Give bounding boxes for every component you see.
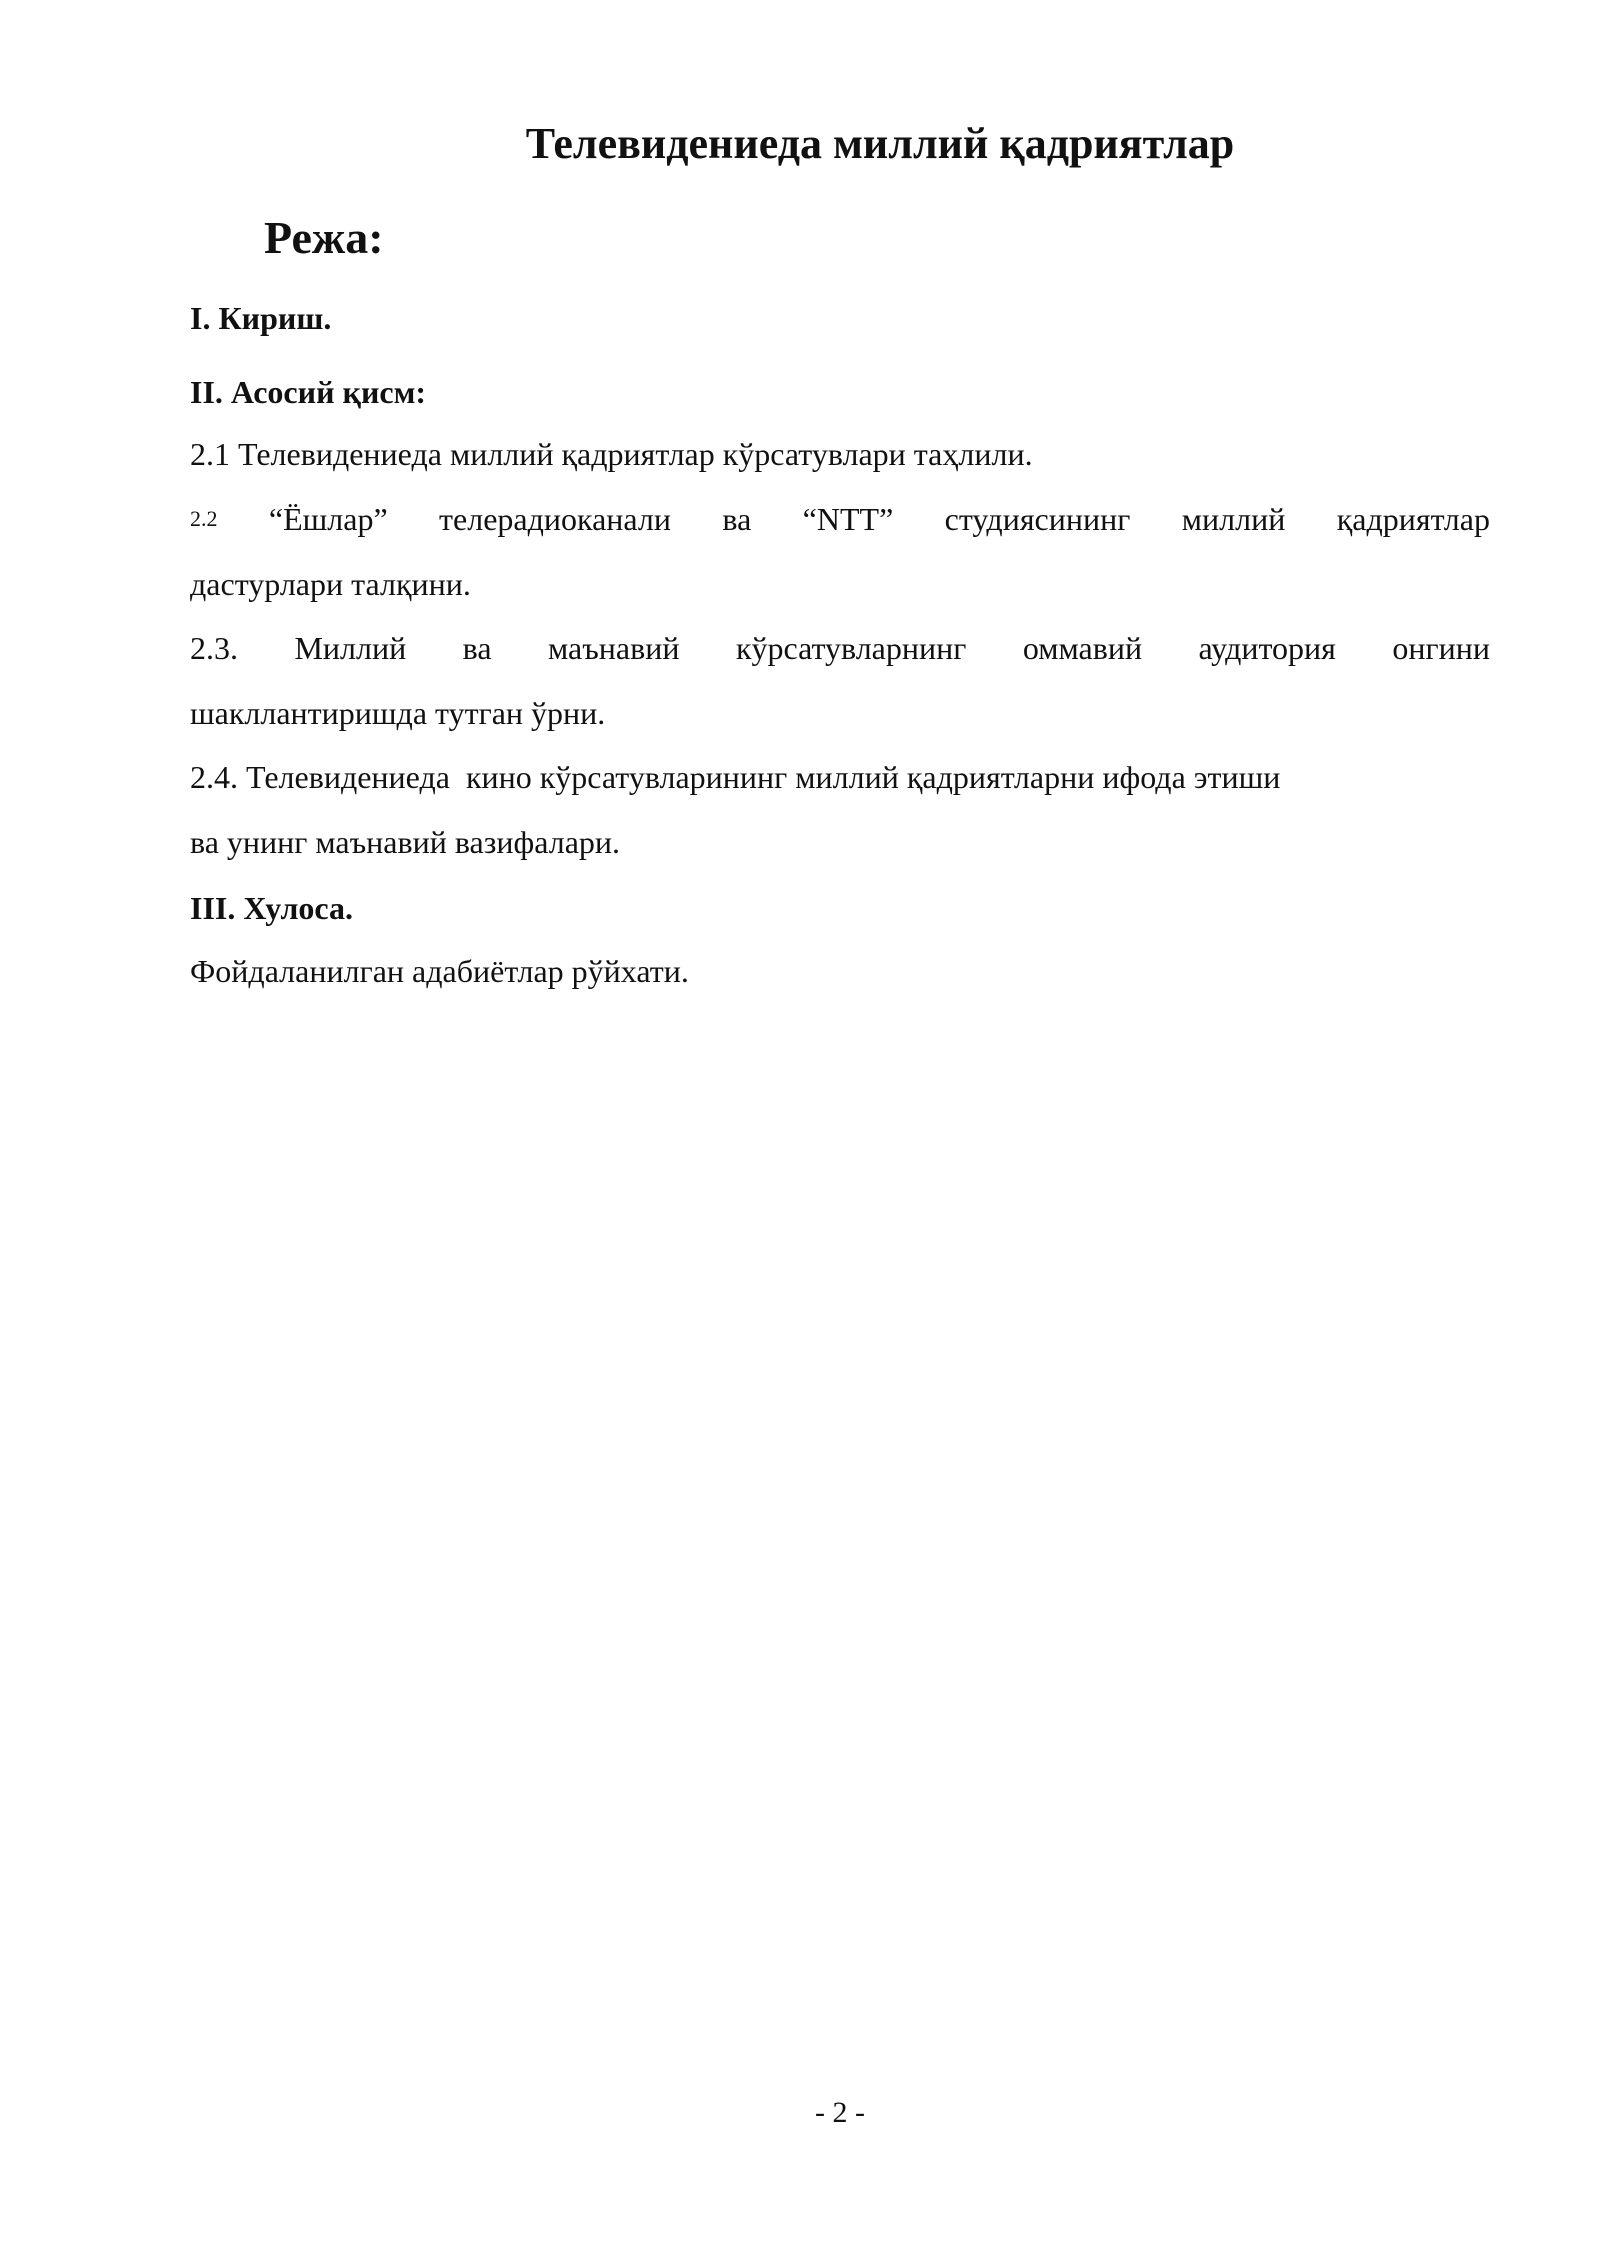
item-2-4-line2: ва унинг маънавий вазифалари. [190, 824, 621, 860]
item-2-3-word: 2.3. [190, 630, 238, 666]
page-title: Телевидениеда миллий қадриятлар [525, 119, 1235, 168]
item-2-3-word: онгини [1392, 630, 1490, 666]
item-2-3-word: кўрсатувларнинг [735, 630, 967, 666]
item-2-3-word: маънавий [548, 630, 680, 666]
item-2-3-word: Миллий [294, 630, 407, 666]
item-2-3-word: аудитория [1198, 630, 1336, 666]
item-2-2-word: миллий [1181, 501, 1286, 537]
item-2-3-word: ва [462, 630, 492, 666]
references-item: Фойдаланилган адабиётлар рўйхати. [190, 953, 689, 989]
item-2-2-line1 [190, 499, 1490, 539]
item-2-3-word: оммавий [1022, 630, 1143, 666]
item-2-2-line2: дастурлари талқини. [190, 566, 471, 602]
section-main: II. Асосий қисм: [190, 374, 427, 410]
item-2-4-line1: 2.4. Телевидениеда кино кўрсатувларининг миллий қадриятларни ифода этиши [190, 759, 1281, 795]
item-2-2-word: телерадиоканали [439, 501, 671, 537]
item-2-2-word: “Ёшлар” [268, 501, 388, 537]
item-2-3-line1 [190, 628, 1490, 668]
page-number: - 2 - [815, 2096, 865, 2129]
item-2-3-line2: шакллантиришда тутган ўрни. [190, 695, 606, 731]
plan-heading: Режа: [264, 212, 384, 263]
item-2-2-number: 2.2 [190, 506, 218, 531]
item-2-2-word: ва [722, 501, 752, 537]
section-intro: I. Кириш. [190, 300, 332, 336]
section-conclusion: III. Хулоса. [190, 890, 353, 926]
item-2-2-word: қадриятлар [1336, 501, 1490, 537]
item-2-2-word: студиясининг [944, 501, 1131, 537]
item-2-2-word: “NTT” [802, 501, 894, 537]
item-2-1: 2.1 Телевидениеда миллий қадриятлар кўрсатувлари таҳлили. [190, 436, 1033, 472]
